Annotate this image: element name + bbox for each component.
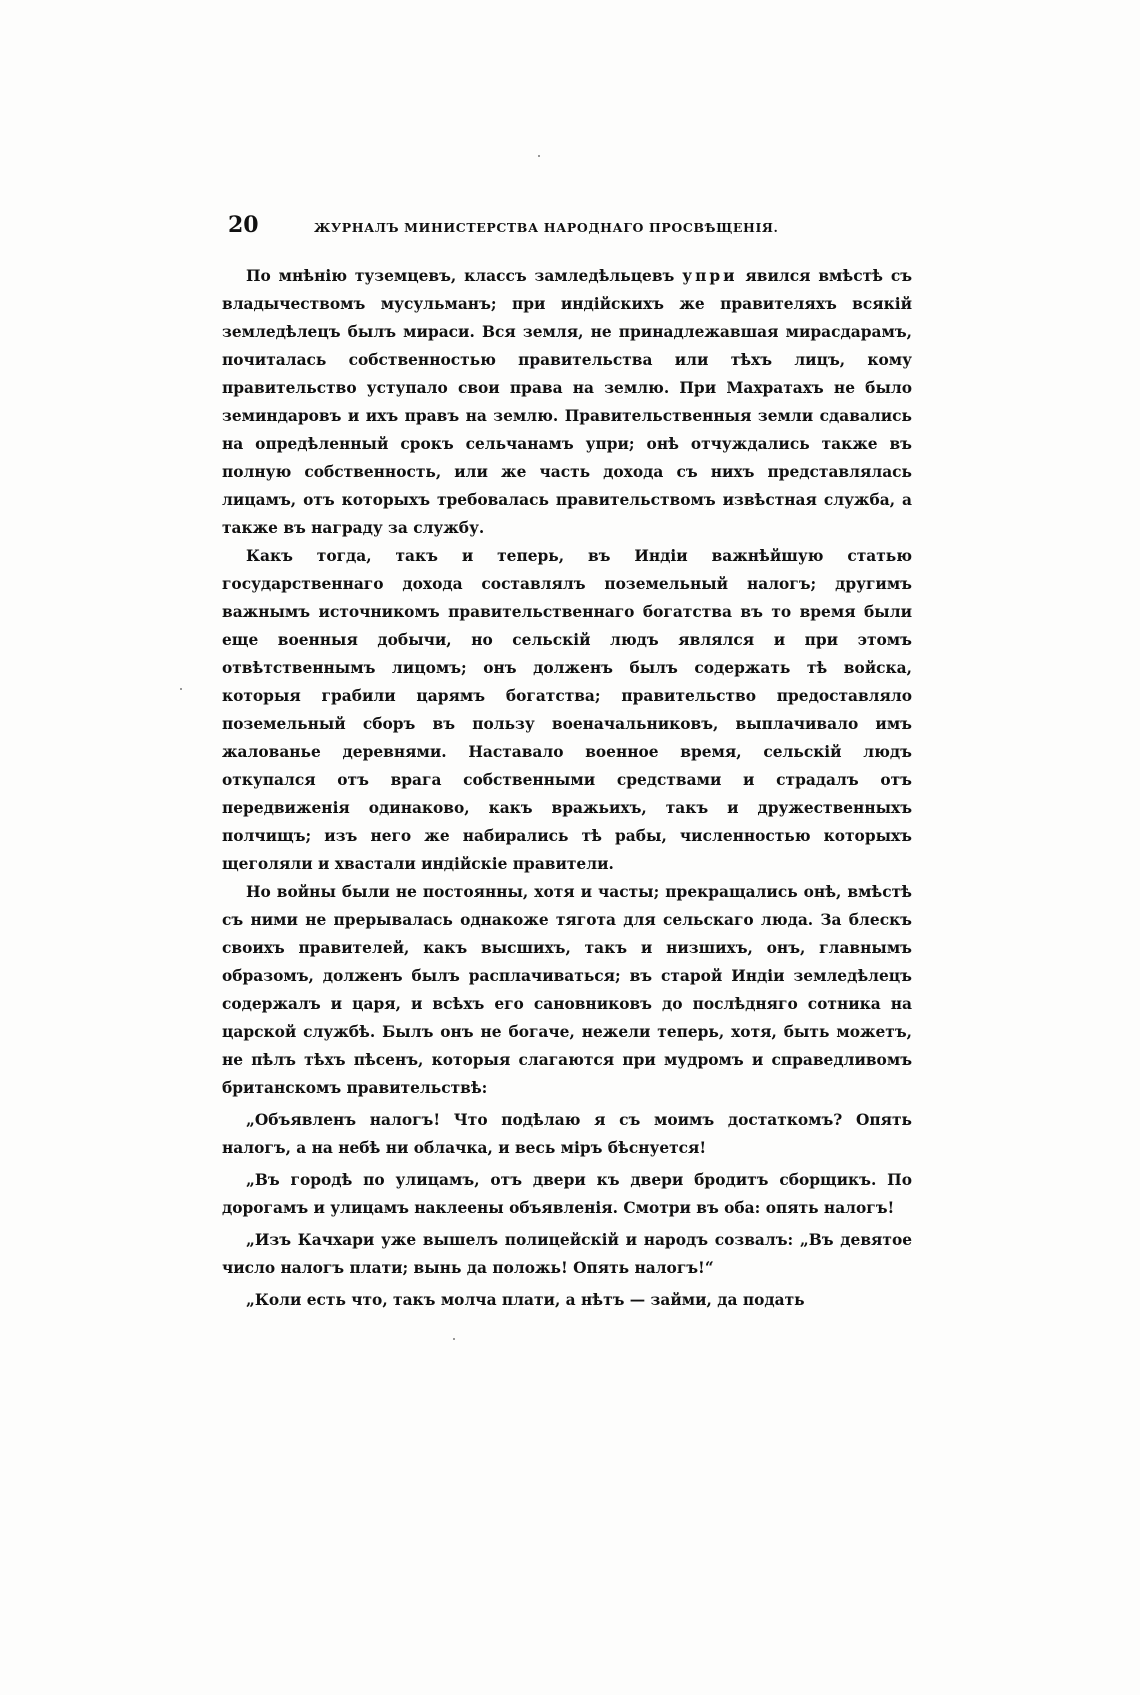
song-verse: „Объявленъ налогъ! Что подѣлаю я съ моимъ достаткомъ? Опять налогъ, а на небѣ ни облачка, и весь міръ бѣснуется! (222, 1111, 912, 1157)
paragraph-text: По мнѣнію туземцевъ, классъ замледѣльцевъ (246, 267, 683, 285)
page-header (228, 212, 900, 252)
emphasized-term: упри (682, 267, 738, 285)
paragraph: Какъ тогда, такъ и теперь, въ Индіи важнѣйшую статью государственнаго дохода составлялъ поземельный налогъ; другимъ важнымъ источникомъ правительственнаго богатства въ то время были еще военныя добычи, но сельскій людъ являлся и при этомъ отвѣтственнымъ лицомъ; онъ долженъ былъ содержать тѣ войска, которыя грабили царямъ богатства; правительство предоставляло поземельный сборъ въ пользу военачальниковъ, выплачивало имъ жалованье деревнями. Наставало военное время, сельскій людъ откупался отъ врага собственными средствами и страдалъ отъ передвиженія одинаково, какъ вражьихъ, такъ и дружественныхъ полчищъ; изъ него же набирались тѣ рабы, численностью которыхъ щеголяли и хвастали индійскіе правители. (222, 547, 912, 873)
running-title: ЖУРНАЛЪ МИНИСТЕРСТВА НАРОДНАГО ПРОСВѢЩЕНІЯ. (314, 220, 779, 235)
song-verse: „Въ городѣ по улицамъ, отъ двери къ двери бродитъ сборщикъ. По дорогамъ и улицамъ наклеены объявленія. Смотри въ оба: опять налогъ! (222, 1171, 912, 1217)
speck (538, 155, 540, 157)
paragraph-text: явился вмѣстѣ съ владычествомъ мусульманъ; при индійскихъ же правителяхъ всякій земледѣлецъ былъ мираси. Вся земля, не принадлежавшая мирасдарамъ, почиталась собственностью правительства или тѣхъ лицъ, кому правительство уступало свои права на землю. При Махратахъ не было земиндаровъ и ихъ правъ на землю. Правительственныя земли сдавались на опредѣленный срокъ сельчанамъ упри; онѣ отчуждались также въ полную собственность, или же часть дохода съ нихъ представлялась лицамъ, отъ которыхъ требовалась правительствомъ извѣстная служба, а также въ награду за службу. (222, 267, 913, 537)
page-number: 20 (228, 212, 259, 238)
song-verse: „Изъ Качхари уже вышелъ полицейскій и народъ созвалъ: „Въ девятое число налогъ плати; вынь да положь! Опять налогъ!“ (222, 1231, 912, 1277)
speck (453, 1338, 455, 1340)
paragraph: Но войны были не постоянны, хотя и часты; прекращались онѣ, вмѣстѣ съ ними не прерывалась однакоже тягота для сельскаго люда. За блескъ своихъ правителей, какъ высшихъ, такъ и низшихъ, онъ, главнымъ образомъ, долженъ былъ расплачиваться; въ старой Индіи земледѣлецъ содержалъ и царя, и всѣхъ его сановниковъ до послѣдняго сотника на царской службѣ. Былъ онъ не богаче, нежели теперь, хотя, быть можетъ, не пѣлъ тѣхъ пѣсенъ, которыя слагаются при мудромъ и справедливомъ британскомъ правительствѣ: (222, 883, 912, 1097)
body-text (222, 262, 912, 1314)
speck (180, 688, 182, 690)
song-verse: „Коли есть что, такъ молча плати, а нѣтъ — займи, да подать (246, 1291, 805, 1309)
paragraph (222, 262, 912, 542)
